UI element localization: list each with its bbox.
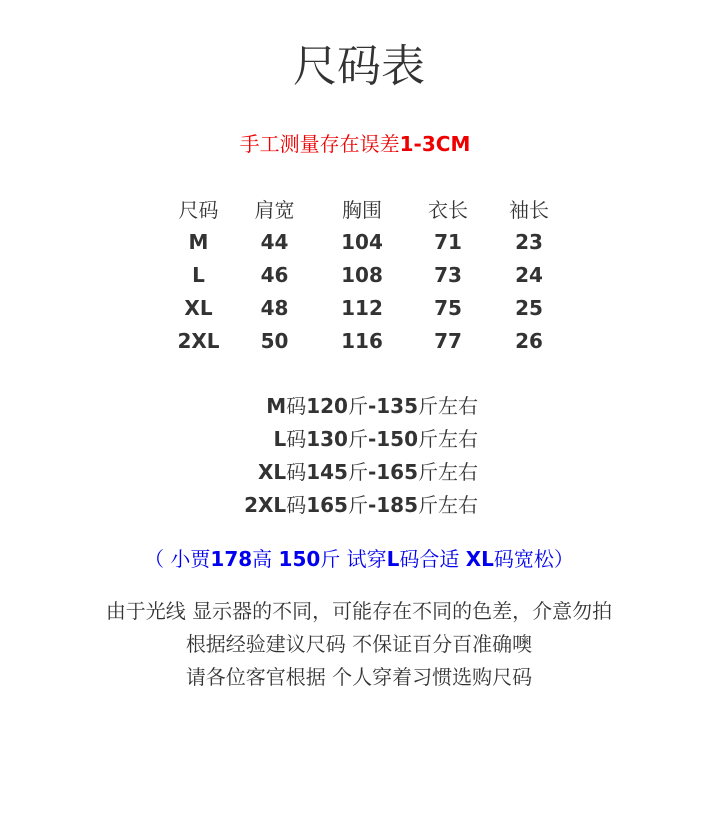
cell-length: 71 bbox=[434, 229, 462, 254]
weight-guide-row bbox=[244, 390, 478, 423]
cell-shoulder: 48 bbox=[260, 295, 289, 320]
header-sleeve: 袖长 bbox=[509, 198, 549, 222]
header-size: 尺码 bbox=[178, 198, 219, 222]
cell-length: 75 bbox=[434, 295, 462, 320]
table-row bbox=[160, 258, 574, 291]
cell-sleeve: 23 bbox=[515, 229, 543, 254]
measurement-error-range: 1-3CM bbox=[399, 132, 471, 156]
weight-to: -185 bbox=[367, 493, 418, 517]
cell-sleeve: 25 bbox=[515, 295, 543, 320]
cell-size: L bbox=[192, 262, 205, 287]
weight-size: M bbox=[266, 394, 287, 418]
weight-guide bbox=[244, 390, 478, 522]
page-title: 尺码表 bbox=[293, 41, 425, 92]
model-weight: 150 bbox=[278, 547, 321, 571]
cell-sleeve: 24 bbox=[515, 262, 543, 287]
weight-to: -165 bbox=[367, 460, 418, 484]
weight-ma: 码 bbox=[286, 493, 307, 517]
weight-from: 145 bbox=[306, 460, 348, 484]
weight-suffix: 斤左右 bbox=[418, 427, 478, 451]
weight-guide-row bbox=[244, 456, 478, 489]
weight-to: -150 bbox=[367, 427, 418, 451]
table-row bbox=[160, 324, 574, 357]
table-row bbox=[160, 225, 574, 258]
cell-shoulder: 46 bbox=[260, 262, 289, 287]
header-chest: 胸围 bbox=[342, 198, 382, 222]
weight-guide-row bbox=[244, 489, 478, 522]
weight-to: -135 bbox=[367, 394, 418, 418]
weight-jin: 斤 bbox=[347, 493, 368, 517]
model-note-text: 高 bbox=[252, 547, 279, 571]
weight-suffix: 斤左右 bbox=[418, 394, 478, 418]
model-note-text: 码合适 bbox=[399, 547, 466, 571]
weight-ma: 码 bbox=[286, 460, 307, 484]
cell-size: XL bbox=[184, 295, 213, 320]
cell-chest: 112 bbox=[341, 295, 383, 320]
measurement-error-text: 手工测量存在误差 bbox=[239, 132, 400, 156]
table-row bbox=[160, 291, 574, 324]
weight-jin: 斤 bbox=[347, 394, 368, 418]
model-note-text: 斤 试穿 bbox=[320, 547, 387, 571]
model-fit-note bbox=[0, 543, 718, 572]
weight-size: 2XL bbox=[244, 493, 287, 517]
model-size-loose: XL bbox=[465, 547, 494, 571]
header-length: 衣长 bbox=[428, 198, 468, 222]
cell-chest: 116 bbox=[341, 328, 383, 353]
weight-guide-row bbox=[244, 423, 478, 456]
model-note-text: （ 小贾 bbox=[144, 547, 211, 571]
weight-ma: 码 bbox=[286, 427, 307, 451]
cell-shoulder: 50 bbox=[260, 328, 289, 353]
disclaimer-line: 根据经验建议尺码 不保证百分百准确噢 bbox=[185, 632, 533, 656]
disclaimer-line: 请各位客官根据 个人穿着习惯选购尺码 bbox=[185, 665, 533, 689]
model-size-fit: L bbox=[386, 547, 400, 571]
weight-jin: 斤 bbox=[347, 427, 368, 451]
weight-suffix: 斤左右 bbox=[418, 493, 478, 517]
cell-sleeve: 26 bbox=[515, 328, 543, 353]
header-shoulder: 肩宽 bbox=[254, 198, 295, 222]
weight-from: 120 bbox=[306, 394, 348, 418]
weight-from: 165 bbox=[306, 493, 348, 517]
weight-jin: 斤 bbox=[347, 460, 368, 484]
weight-size: XL bbox=[258, 460, 287, 484]
disclaimer bbox=[0, 595, 718, 694]
disclaimer-line: 由于光线 显示器的不同，可能存在不同的色差，介意勿拍 bbox=[105, 599, 613, 623]
cell-chest: 104 bbox=[341, 229, 383, 254]
cell-size: M bbox=[188, 229, 209, 254]
cell-length: 73 bbox=[434, 262, 462, 287]
weight-suffix: 斤左右 bbox=[418, 460, 478, 484]
cell-length: 77 bbox=[434, 328, 462, 353]
cell-chest: 108 bbox=[341, 262, 383, 287]
cell-size: 2XL bbox=[177, 328, 220, 353]
weight-size: L bbox=[273, 427, 287, 451]
cell-shoulder: 44 bbox=[260, 229, 289, 254]
model-note-text: 码宽松） bbox=[493, 547, 574, 571]
weight-ma: 码 bbox=[286, 394, 307, 418]
size-table-header bbox=[160, 192, 574, 225]
measurement-error-note bbox=[0, 128, 710, 157]
model-height: 178 bbox=[210, 547, 253, 571]
weight-from: 130 bbox=[306, 427, 348, 451]
size-table bbox=[160, 192, 574, 357]
